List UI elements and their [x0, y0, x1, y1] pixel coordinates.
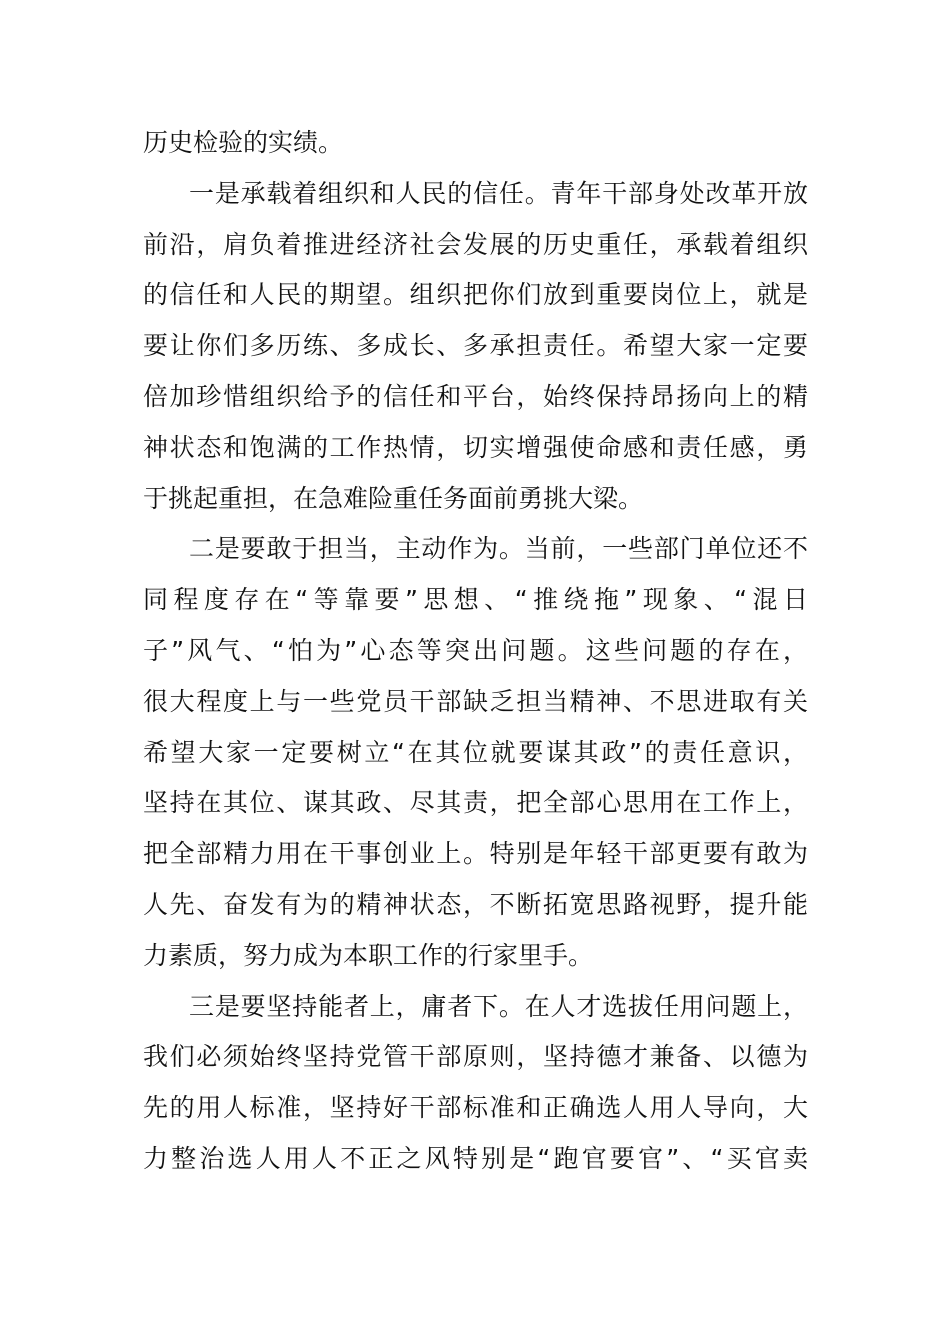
text-line: 我们必须始终坚持党管干部原则，坚持德才兼备、以德为 — [143, 1042, 808, 1072]
text-line: 前沿，肩负着推进经济社会发展的历史重任，承载着组织 — [143, 229, 808, 259]
text-line: 历史检验的实绩。 — [143, 128, 344, 157]
text-line: 很大程度上与一些党员干部缺乏担当精神、不思进取有关 — [143, 686, 808, 716]
text-line: 把全部精力用在干事创业上。特别是年轻干部更要有敢为 — [143, 839, 808, 869]
text-line: 希望大家一定要树立“在其位就要谋其政”的责任意识， — [143, 737, 808, 767]
text-line: 同程度存在“等靠要”思想、“推绕拖”现象、“混日 — [143, 585, 808, 615]
text-line: 子”风气、“怕为”心态等突出问题。这些问题的存在， — [143, 635, 808, 665]
text-line: 力素质，努力成为本职工作的行家里手。 — [143, 940, 594, 970]
text-line: 的信任和人民的期望。组织把你们放到重要岗位上，就是 — [143, 280, 808, 310]
text-line: 力整治选人用人不正之风特别是“跑官要官”、“买官卖 — [143, 1143, 808, 1173]
text-line: 二是要敢于担当，主动作为。当前，一些部门单位还不 — [189, 534, 808, 564]
text-line: 神状态和饱满的工作热情，切实增强使命感和责任感，勇 — [143, 432, 808, 462]
text-line: 三是要坚持能者上，庸者下。在人才选拔任用问题上， — [189, 991, 808, 1021]
text-line: 坚持在其位、谋其政、尽其责，把全部心思用在工作上， — [143, 788, 808, 818]
text-line: 先的用人标准，坚持好干部标准和正确选人用人导向，大 — [143, 1093, 808, 1123]
text-line: 倍加珍惜组织给予的信任和平台，始终保持昂扬向上的精 — [143, 381, 808, 411]
text-line: 一是承载着组织和人民的信任。青年干部身处改革开放 — [189, 178, 808, 208]
text-line: 于挑起重担，在急难险重任务面前勇挑大梁。 — [143, 483, 644, 513]
body-text — [143, 118, 808, 1185]
text-line: 人先、奋发有为的精神状态，不断拓宽思路视野，提升能 — [143, 889, 808, 919]
text-line: 要让你们多历练、多成长、多承担责任。希望大家一定要 — [143, 331, 808, 361]
